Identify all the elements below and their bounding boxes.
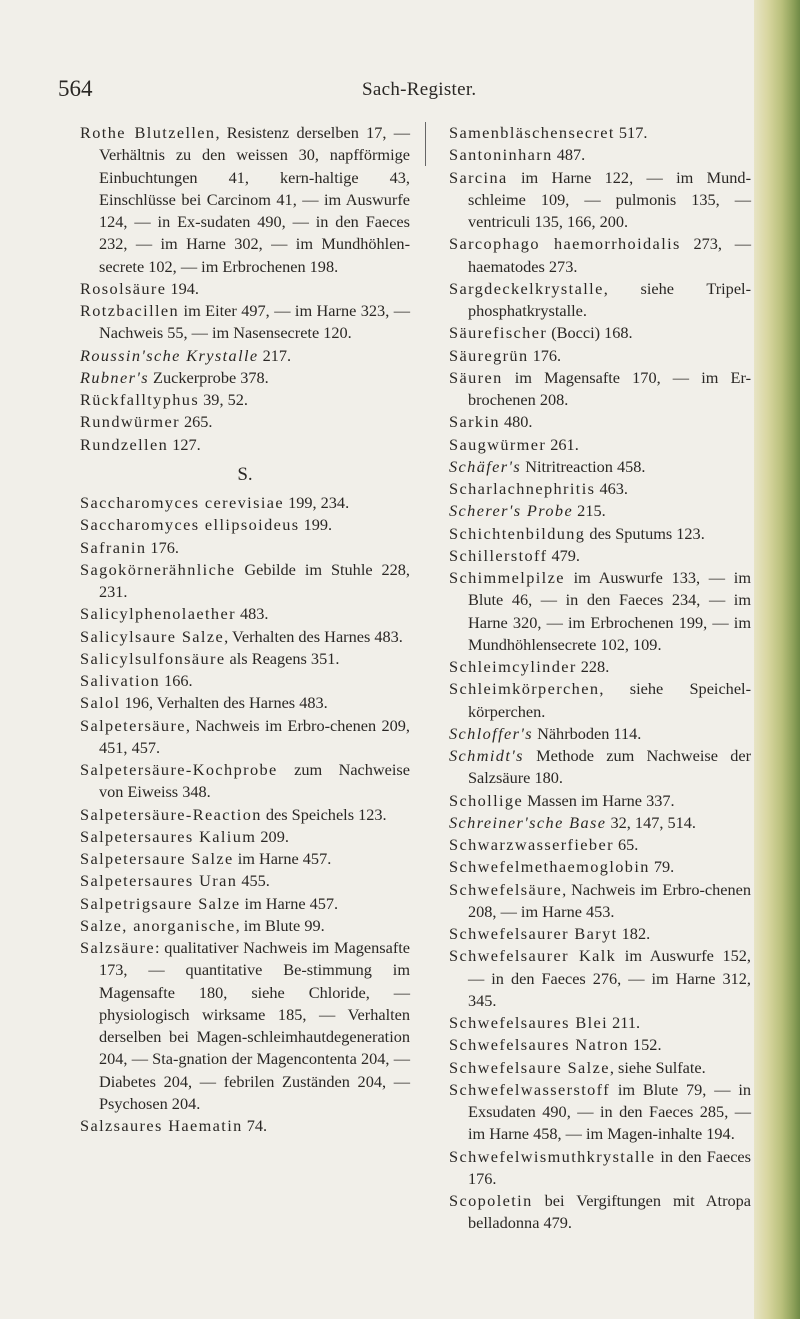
entry-term: Sarkin — [449, 412, 500, 432]
index-entry — [449, 434, 751, 456]
entry-term: Rotzbacillen — [80, 301, 180, 320]
entry-term: Rosolsäure — [80, 278, 167, 298]
index-entry — [80, 345, 410, 367]
entry-references: Nährboden 114. — [533, 723, 642, 743]
entry-references: 211. — [608, 1013, 641, 1032]
entry-references: , Verhalten des Harnes 483. — [224, 626, 403, 646]
index-entry — [449, 1146, 751, 1191]
entry-references: 127. — [168, 434, 201, 454]
entry-references: , Nachweis im Erbro-chenen 208, — im Harne 453. — [468, 879, 751, 921]
entry-term: Safranin — [80, 537, 147, 557]
entry-term: Salivation — [80, 671, 161, 690]
entry-term: Salicylsaure Salze — [80, 626, 225, 646]
index-entry — [449, 500, 751, 522]
entry-references: 455. — [237, 871, 270, 891]
entry-term: Schichtenbildung — [449, 523, 586, 543]
entry-term: Saccharomyces cerevisiae — [80, 493, 285, 512]
index-entry — [80, 648, 410, 670]
entry-references: Massen im Harne 337. — [523, 790, 675, 810]
entry-term: Schillerstoff — [449, 545, 548, 565]
entry-term: Schwefelsaure Salze — [449, 1057, 610, 1077]
entry-term: Schloffer's — [449, 723, 533, 743]
left-column — [80, 122, 410, 1137]
index-entry — [80, 537, 410, 559]
entry-references: , siehe Sulfate. — [609, 1057, 706, 1077]
index-entry — [80, 626, 410, 648]
entry-term: Schwefelsaures Natron — [449, 1035, 629, 1055]
entry-references: 152. — [628, 1035, 662, 1055]
entry-term: Sargdeckelkrystalle — [449, 278, 604, 298]
entry-references: 487. — [552, 145, 586, 165]
entry-term: Schreiner'sche Base — [449, 812, 607, 832]
entry-term: Salpetersaures Uran — [80, 871, 238, 891]
entry-references: im Harne 457. — [233, 849, 332, 868]
entry-term: Schwefelsaurer Kalk — [449, 946, 617, 966]
index-entry — [449, 567, 751, 656]
index-entry — [449, 1079, 751, 1146]
entry-term: Salpetersaures Kalium — [80, 826, 257, 846]
entry-term: Schleimcylinder — [449, 657, 577, 676]
entry-term: Salpetersäure-Reaction — [80, 804, 262, 824]
entry-term: Salpetersäure-Kochprobe — [80, 760, 278, 779]
index-entry — [80, 411, 410, 433]
entry-term: Schäfer's — [449, 456, 522, 476]
index-entry — [80, 559, 410, 604]
entry-term: Rückfalltyphus — [80, 390, 200, 409]
index-entry — [449, 678, 751, 723]
index-entry — [80, 937, 410, 1115]
entry-references: 261. — [546, 434, 579, 454]
entry-references: 199. — [299, 515, 333, 535]
index-entry — [80, 826, 410, 848]
entry-references: Zuckerprobe 378. — [148, 367, 269, 387]
entry-term: Roussin'sche Krystalle — [80, 345, 259, 365]
entry-term: Säuren — [449, 367, 503, 387]
entry-references: , siehe Speichel-körperchen. — [468, 679, 751, 721]
index-entry — [80, 122, 410, 278]
index-entry — [80, 300, 410, 345]
index-entry — [80, 492, 410, 514]
index-entry — [80, 389, 410, 411]
entry-term: Scharlachnephritis — [449, 479, 596, 498]
entry-term: Salze, anorganische — [80, 915, 236, 935]
index-entry — [449, 1012, 751, 1034]
entry-references: 265. — [179, 412, 213, 432]
entry-references: 39, 52. — [199, 390, 248, 409]
entry-references: im Harne 457. — [240, 893, 339, 913]
entry-references: : qualitativer Nachweis im Magensafte 173, — quantitative Be-stimmung im Magensafte 180, siehe Chloride, — physiologisch wirksame 185, — Verhalten derselben bei Magen-schleimhautdegeneration 204, — Sta-gnation der Magencontenta 204, — Diabetes 204, — febrilen Zuständen 204, — Psychosen 204. — [99, 938, 410, 1113]
index-entry — [80, 804, 410, 826]
entry-references: 479. — [547, 545, 580, 565]
index-entry — [449, 812, 751, 834]
entry-references: 463. — [595, 479, 628, 498]
entry-references: 194. — [166, 278, 199, 298]
entry-references: 166. — [160, 671, 193, 690]
section-letter: S. — [237, 463, 253, 485]
entry-term: Schollige — [449, 790, 524, 810]
entry-references: 209. — [256, 826, 289, 846]
index-entry — [449, 834, 751, 856]
entry-term: Schwefelsäure — [449, 879, 563, 899]
index-entry — [449, 523, 751, 545]
index-entry — [80, 670, 410, 692]
index-entry — [80, 278, 410, 300]
index-entry — [80, 870, 410, 892]
entry-references: im Auswurfe 133, — im Blute 46, — in den Faeces 234, — im Harne 320, — im Erbrochenen 199, — im Mundhöhlensecrete 102, 109. — [468, 568, 751, 654]
index-entry — [449, 790, 751, 812]
entry-term: Schmidt's — [449, 746, 524, 765]
index-entry — [449, 144, 751, 166]
index-entry — [80, 603, 410, 625]
index-entry — [449, 411, 751, 433]
entry-references: 32, 147, 514. — [606, 812, 696, 832]
index-entry — [449, 367, 751, 412]
entry-term: Salzsäure — [80, 938, 155, 957]
entry-term: Schwefelmethaemoglobin — [449, 857, 650, 877]
index-entry — [449, 856, 751, 878]
entry-references: zum Nachweise von Eiweiss 348. — [99, 760, 410, 802]
entry-references: , siehe Tripel-phosphatkrystalle. — [468, 278, 751, 320]
entry-references: des Speichels 123. — [261, 804, 387, 824]
entry-references: in den Faeces 176. — [468, 1146, 751, 1188]
entry-references: des Sputums 123. — [585, 523, 705, 543]
entry-references: , Resistenz derselben 17, — Verhältnis zu den weissen 30, napfförmige Einbuchtungen 41, kern-haltige 43, Einschlüsse bei Carcinom 41, — im Auswurfe 124, — in Ex-sudaten 490, — in den Faeces 232, — im Harne 302, — im Mundhöhlen-secrete 102, — im Erbrochenen 198. — [99, 123, 410, 276]
entry-term: Samenbläschensecret — [449, 123, 615, 142]
entry-term: Sagokörnerähnliche — [80, 559, 236, 579]
entry-references: im Magensafte 170, — im Er-brochenen 208. — [468, 367, 751, 409]
index-entry — [80, 893, 410, 915]
entry-term: Salpetersäure — [80, 715, 186, 735]
entry-references: 273, — haematodes 273. — [468, 234, 751, 276]
entry-references: , Nachweis im Erbro-chenen 209, 451, 457. — [99, 715, 410, 757]
entry-references: 215. — [573, 501, 606, 521]
entry-term: Salicylsulfonsäure — [80, 648, 226, 668]
index-entry — [449, 879, 751, 924]
entry-references: 176. — [528, 345, 562, 365]
index-entry — [80, 692, 410, 714]
entry-term: Säurefischer — [449, 323, 548, 343]
index-entry — [449, 345, 751, 367]
entry-references: 480. — [499, 412, 533, 432]
entry-term: Saugwürmer — [449, 434, 547, 454]
entry-references: 517. — [614, 123, 648, 142]
index-entry — [449, 945, 751, 1012]
entry-term: Schwefelsaures Blei — [449, 1013, 609, 1032]
entry-term: Salzsaures Haematin — [80, 1116, 243, 1135]
entry-term: Sarcina — [449, 167, 508, 187]
index-entry — [80, 715, 410, 760]
entry-term: Schleimkörperchen — [449, 679, 600, 699]
index-entry — [449, 656, 751, 678]
index-entry — [449, 1190, 751, 1235]
entry-references: als Reagens 351. — [225, 648, 340, 668]
index-entry — [80, 367, 410, 389]
entry-term: Saccharomyces ellipsoideus — [80, 515, 300, 535]
index-entry — [449, 233, 751, 278]
index-entry — [80, 1115, 410, 1137]
entry-references: (Bocci) 168. — [547, 323, 633, 343]
entry-references: im Blute 79, — in Exsudaten 490, — in den Faeces 285, — im Harne 458, — im Magen-inhalte 194. — [468, 1079, 751, 1144]
index-entry — [80, 759, 410, 804]
entry-references: 182. — [617, 924, 651, 943]
entry-term: Säuregrün — [449, 345, 529, 365]
entry-references: im Auswurfe 152, — in den Faeces 276, — im Harne 312, 345. — [468, 946, 751, 1010]
entry-references: 483. — [235, 604, 269, 624]
entry-term: Schwefelsaurer Baryt — [449, 924, 618, 943]
index-entry — [449, 723, 751, 745]
running-title: Sach-Register. — [362, 79, 477, 100]
index-entry — [449, 745, 751, 790]
entry-references: 217. — [258, 345, 292, 365]
index-entry — [80, 514, 410, 536]
index-entry — [449, 278, 751, 323]
entry-references: im Harne 122, — im Mund-schleime 109, — pulmonis 135, — ventriculi 135, 166, 200. — [468, 167, 751, 231]
entry-references: 176. — [146, 537, 179, 557]
right-column — [449, 122, 751, 1235]
entry-references: Nitritreaction 458. — [521, 456, 646, 476]
entry-references: Methode zum Nachweise der Salzsäure 180. — [468, 746, 751, 788]
entry-term: Rubner's — [80, 367, 149, 387]
entry-term: Schwarzwasserfieber — [449, 835, 614, 854]
index-entry — [449, 456, 751, 478]
entry-references: 65. — [613, 835, 639, 854]
entry-term: Schimmelpilze — [449, 568, 565, 587]
entry-term: Schwefelwasserstoff — [449, 1079, 611, 1099]
index-entry — [80, 434, 410, 456]
index-entry — [449, 322, 751, 344]
entry-term: Sarcophago haemorrhoidalis — [449, 234, 681, 254]
entry-term: Scherer's Probe — [449, 501, 574, 521]
index-entry — [449, 167, 751, 234]
index-entry — [449, 1034, 751, 1056]
entry-term: Rothe Blutzellen — [80, 123, 216, 142]
index-entry — [80, 848, 410, 870]
entry-term: Salpetrigsaure Salze — [80, 893, 241, 913]
index-entry — [449, 122, 751, 144]
entry-term: Schwefelwismuthkrystalle — [449, 1146, 656, 1166]
entry-term: Salpetersaure Salze — [80, 849, 234, 868]
page-edge — [754, 0, 800, 1319]
entry-references: im Eiter 497, — im Harne 323, — Nachweis 55, — im Nasensecrete 120. — [99, 301, 410, 343]
column-rule — [425, 122, 426, 166]
index-entry — [449, 1057, 751, 1079]
entry-references: Gebilde im Stuhle 228, 231. — [99, 559, 410, 601]
index-entry — [449, 923, 751, 945]
entry-references: 74. — [242, 1116, 268, 1135]
entry-references: , im Blute 99. — [235, 915, 325, 935]
entry-references: 79. — [649, 857, 675, 877]
page-number: 564 — [58, 76, 93, 101]
index-entry — [449, 478, 751, 500]
page-header — [58, 76, 758, 116]
entry-term: Salicylphenolaether — [80, 604, 236, 624]
entry-references: 196, Verhalten des Harnes 483. — [120, 693, 328, 713]
entry-term: Scopoletin — [449, 1191, 533, 1210]
entry-term: Rundzellen — [80, 434, 169, 454]
entry-references: bei Vergiftungen mit Atropa belladonna 479. — [468, 1191, 751, 1233]
entry-term: Salol — [80, 693, 121, 713]
index-entry — [449, 545, 751, 567]
entry-term: Rundwürmer — [80, 412, 180, 432]
entry-term: Santoninharn — [449, 145, 553, 165]
index-entry — [80, 915, 410, 937]
entry-references: 199, 234. — [284, 493, 350, 512]
entry-references: 228. — [576, 657, 610, 676]
